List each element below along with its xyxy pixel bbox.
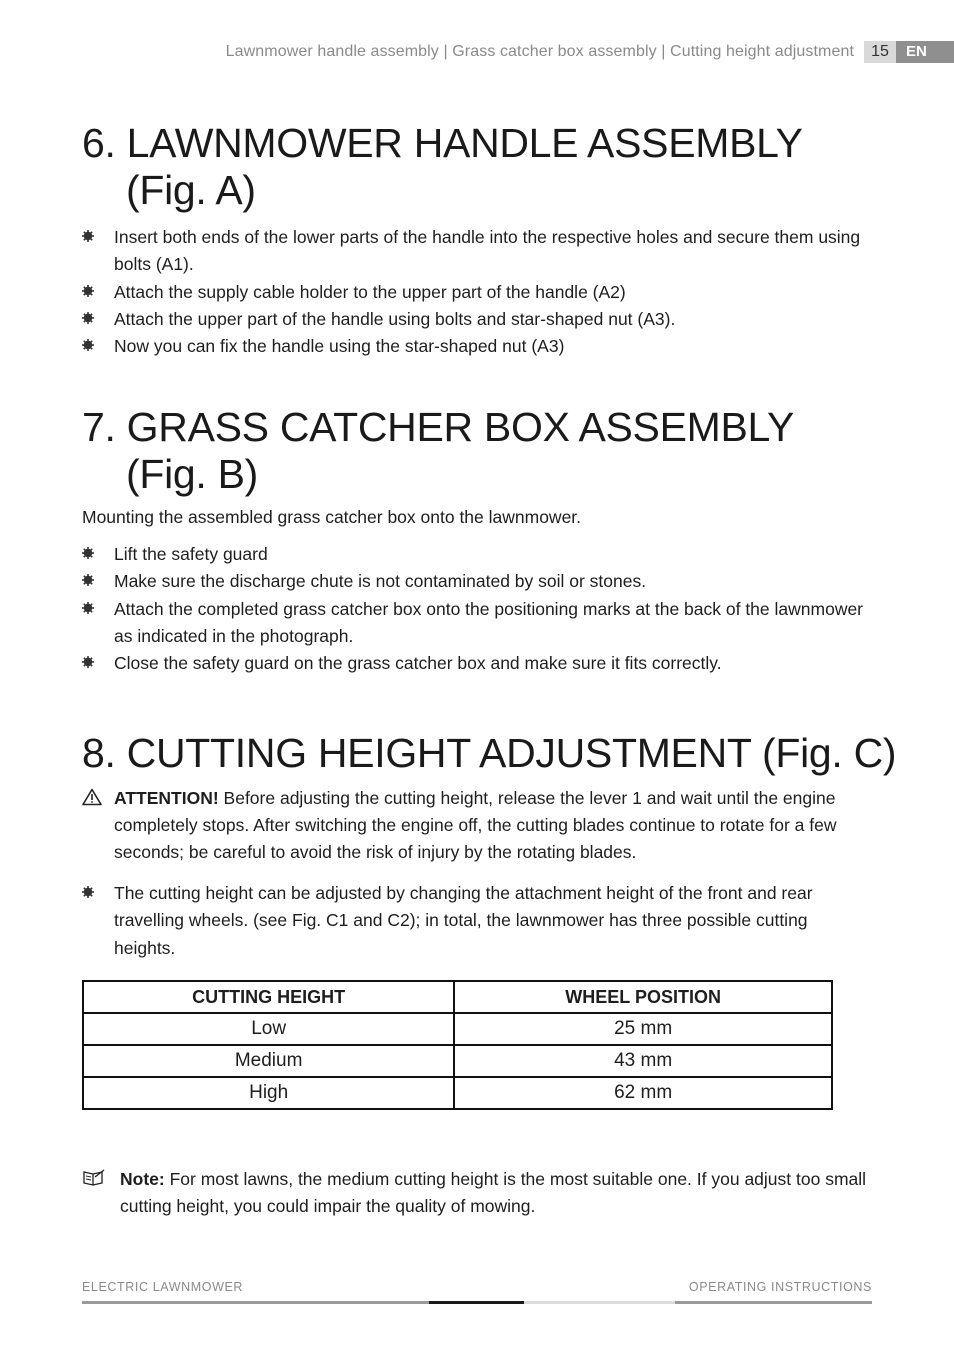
list-item bbox=[82, 880, 842, 962]
gear-bullet-icon bbox=[82, 312, 94, 324]
footer-doc-type: OPERATING INSTRUCTIONS bbox=[688, 1280, 872, 1294]
list-item bbox=[82, 596, 877, 651]
list-item bbox=[82, 306, 877, 333]
footer-bar-segment bbox=[675, 1301, 872, 1304]
cutting-height-table bbox=[82, 980, 833, 1110]
note-text: For most lawns, the medium cutting height is the most suitable one. If you adjust too small cutting height, you could impair the quality of mowing. bbox=[120, 1169, 867, 1216]
list-item-text: Attach the upper part of the handle using bolts and star-shaped nut (A3). bbox=[114, 308, 676, 329]
table-cell: 62 mm bbox=[454, 1077, 832, 1109]
column-header: CUTTING HEIGHT bbox=[83, 981, 454, 1013]
gear-bullet-icon bbox=[82, 574, 94, 586]
open-book-note-icon bbox=[82, 1169, 106, 1187]
section-grass-catcher-assembly bbox=[82, 404, 877, 677]
language-tab: EN bbox=[896, 41, 954, 63]
gear-bullet-icon bbox=[82, 230, 94, 242]
gear-bullet-icon bbox=[82, 285, 94, 297]
heading-line: (Fig. A) bbox=[126, 167, 256, 213]
table-cell: Medium bbox=[83, 1045, 454, 1077]
note-label: Note: bbox=[120, 1169, 165, 1189]
section-handle-assembly bbox=[82, 120, 877, 360]
list-item-text: The cutting height can be adjusted by changing the attachment height of the front and rear travelling wheels. (see Fig. C1 and C2); in total, the lawnmower has three possible cutting heights. bbox=[114, 883, 813, 958]
table-row bbox=[83, 1045, 832, 1077]
list-item-text: Close the safety guard on the grass catcher box and make sure it fits correctly. bbox=[114, 653, 722, 674]
table-row bbox=[83, 1013, 832, 1045]
list-item bbox=[82, 650, 877, 677]
list-item bbox=[82, 279, 877, 306]
list-item-text: Make sure the discharge chute is not contaminated by soil or stones. bbox=[114, 571, 647, 592]
column-header: WHEEL POSITION bbox=[454, 981, 832, 1013]
table-cell: High bbox=[83, 1077, 454, 1109]
gear-bullet-icon bbox=[82, 602, 94, 614]
table-cell: Low bbox=[83, 1013, 454, 1045]
section-heading bbox=[82, 404, 877, 498]
note-block bbox=[82, 1166, 877, 1220]
attention-text: Before adjusting the cutting height, release the lever 1 and wait until the engine completely stops. After switching the engine off, the cutting blades continue to rotate for a few seconds; be careful to avoid the risk of injury by the rotating blades. bbox=[114, 788, 837, 862]
list-item bbox=[82, 333, 877, 360]
footer-bar-segment bbox=[82, 1301, 429, 1304]
gear-bullet-icon bbox=[82, 547, 94, 559]
list-item bbox=[82, 568, 877, 595]
gear-bullet-icon bbox=[82, 339, 94, 351]
bullet-list bbox=[82, 541, 877, 677]
table-header-row bbox=[83, 981, 832, 1013]
list-item-text: Insert both ends of the lower parts of the handle into the respective holes and secure them using bolts (A1). bbox=[114, 227, 861, 275]
table-row bbox=[83, 1077, 832, 1109]
running-header: Lawnmower handle assembly | Grass catcher box assembly | Cutting height adjustment bbox=[225, 43, 854, 60]
heading-line: 6. LAWNMOWER HANDLE ASSEMBLY bbox=[82, 120, 803, 166]
heading-line: 7. GRASS CATCHER BOX ASSEMBLY bbox=[82, 404, 795, 450]
list-item-text: Attach the supply cable holder to the upper part of the handle (A2) bbox=[114, 281, 626, 302]
bullet-list bbox=[82, 880, 842, 962]
section-cutting-height bbox=[82, 730, 897, 962]
page-number: 15 bbox=[864, 41, 896, 63]
table-cell: 25 mm bbox=[454, 1013, 832, 1045]
list-item-text: Attach the completed grass catcher box onto the positioning marks at the back of the lawnmower as indicated in the photograph. bbox=[114, 598, 864, 646]
list-item-text: Now you can fix the handle using the star-shaped nut (A3) bbox=[114, 336, 565, 357]
list-item bbox=[82, 224, 877, 279]
attention-notice bbox=[82, 785, 882, 866]
bullet-list bbox=[82, 224, 877, 360]
list-item bbox=[82, 541, 877, 568]
table-cell: 43 mm bbox=[454, 1045, 832, 1077]
warning-triangle-icon bbox=[82, 788, 102, 806]
attention-label: ATTENTION! bbox=[114, 788, 219, 808]
section-heading: 8. CUTTING HEIGHT ADJUSTMENT (Fig. C) bbox=[82, 730, 897, 776]
footer-bar-segment bbox=[429, 1301, 524, 1304]
gear-bullet-icon bbox=[82, 886, 94, 898]
list-item-text: Lift the safety guard bbox=[114, 544, 268, 564]
gear-bullet-icon bbox=[82, 656, 94, 668]
section-intro: Mounting the assembled grass catcher box onto the lawnmower. bbox=[82, 507, 582, 527]
footer-bar-segment bbox=[524, 1301, 675, 1304]
footer-product-name: ELECTRIC LAWNMOWER bbox=[82, 1280, 244, 1294]
section-heading bbox=[82, 120, 877, 214]
heading-line: (Fig. B) bbox=[126, 451, 258, 497]
